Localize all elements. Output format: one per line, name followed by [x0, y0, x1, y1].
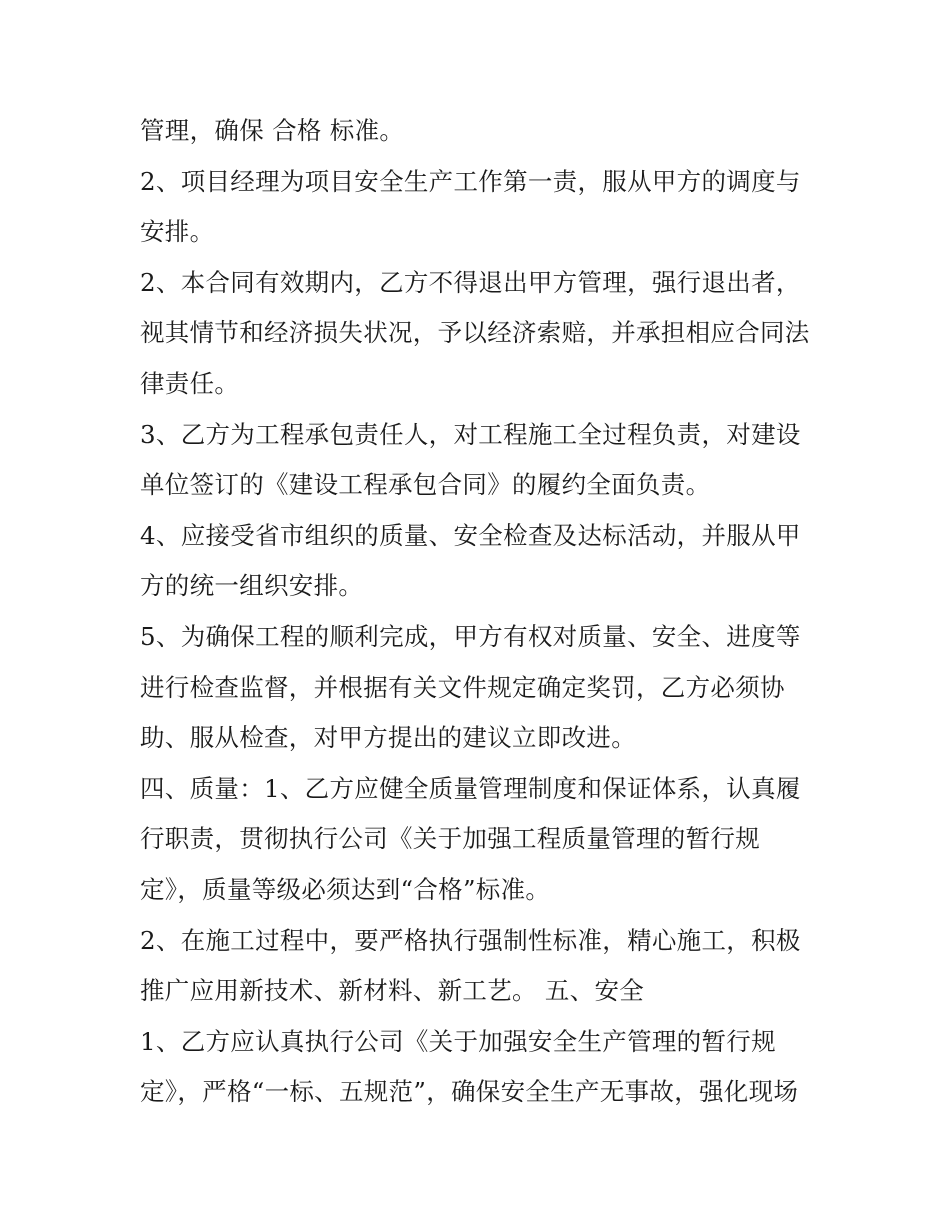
text-line: 定》，严格“一标、五规范”，确保安全生产无事故，强化现场 [140, 1077, 799, 1107]
text-line: 视其情节和经济损失状况，予以经济索赔，并承担相应合同法 [140, 318, 810, 348]
document-body [140, 106, 830, 1118]
text-line: 2、项目经理为项目安全生产工作第一责，服从甲方的调度与 [140, 166, 801, 196]
text-line: 4、应接受省市组织的质量、安全检查及达标活动，并服从甲 [140, 520, 801, 550]
text-line: 进行检查监督，并根据有关文件规定确定奖罚，乙方必须协 [140, 672, 785, 702]
text-line: 2、本合同有效期内，乙方不得退出甲方管理，强行退出者， [140, 267, 801, 297]
text-line: 2、在施工过程中，要严格执行强制性标准，精心施工，积极 [140, 925, 801, 955]
text-line: 单位签订的《建设工程承包合同》的履约全面负责。 [140, 470, 711, 500]
text-line: 定》，质量等级必须达到“合格”标准。 [140, 874, 551, 904]
text-line: 1、乙方应认真执行公司《关于加强安全生产管理的暂行规 [140, 1026, 776, 1056]
text-line: 四、质量：1、乙方应健全质量管理制度和保证体系，认真履 [140, 773, 801, 803]
text-line: 3、乙方为工程承包责任人，对工程施工全过程负责，对建设 [140, 419, 801, 449]
text-line: 安排。 [140, 217, 215, 247]
text-line: 方的统一组织安排。 [140, 571, 364, 601]
text-line: 行职责，贯彻执行公司《关于加强工程质量管理的暂行规 [140, 824, 760, 854]
text-line: 推广应用新技术、新材料、新工艺。 五、安全 [140, 976, 645, 1006]
text-line: 助、服从检查，对甲方提出的建议立即改进。 [140, 723, 636, 753]
text-line: 律责任。 [140, 368, 240, 398]
text-line: 管理，确保 合格 标准。 [140, 116, 405, 145]
text-line: 5、为确保工程的顺利完成，甲方有权对质量、安全、进度等 [140, 621, 801, 651]
